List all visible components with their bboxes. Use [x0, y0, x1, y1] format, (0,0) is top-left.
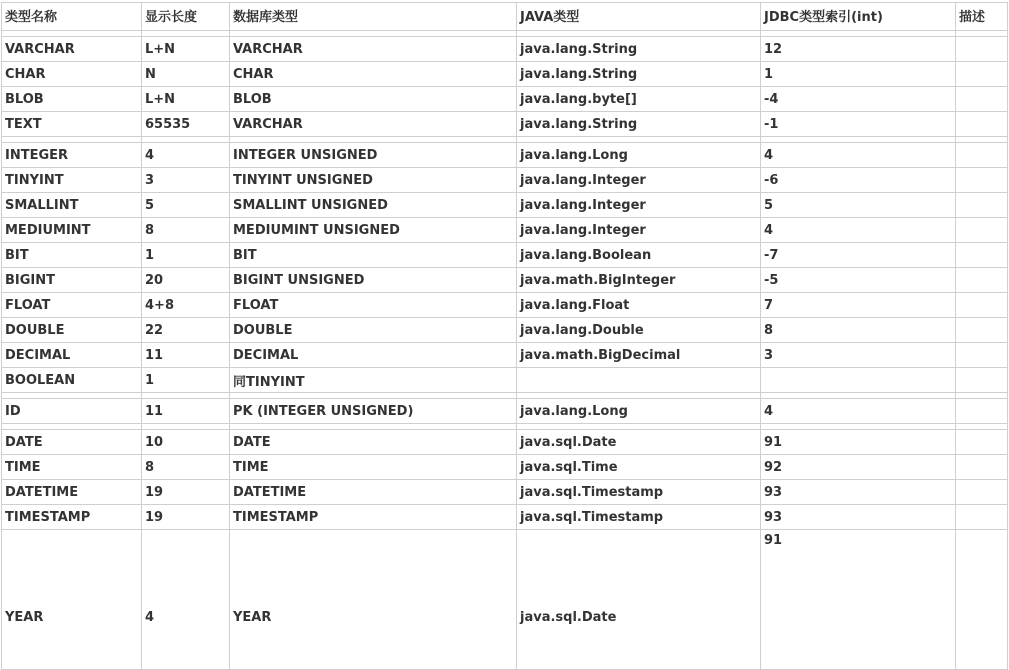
- cell-display-length: 8: [142, 455, 230, 480]
- table-row: [2, 505, 1008, 530]
- cell-java-type: java.lang.Integer: [517, 218, 761, 243]
- cell-jdbc-index: 3: [761, 343, 956, 368]
- cell-display-length: N: [142, 62, 230, 87]
- table-row: [2, 399, 1008, 424]
- cell-db-type: CHAR: [230, 62, 517, 87]
- cell-type-name: CHAR: [2, 62, 142, 87]
- cell-description: [956, 143, 1008, 168]
- cell-db-type: DATE: [230, 430, 517, 455]
- cell-type-name: VARCHAR: [2, 37, 142, 62]
- table-row: [2, 243, 1008, 268]
- cell-description: [956, 168, 1008, 193]
- cell-db-type: VARCHAR: [230, 112, 517, 137]
- table-row: [2, 62, 1008, 87]
- table-row: [2, 343, 1008, 368]
- cell-db-type: INTEGER UNSIGNED: [230, 143, 517, 168]
- cell-description: [956, 318, 1008, 343]
- cell-java-type: java.sql.Date: [517, 430, 761, 455]
- cell-type-name: MEDIUMINT: [2, 218, 142, 243]
- cell-type-name: TEXT: [2, 112, 142, 137]
- cell-jdbc-index: 93: [761, 480, 956, 505]
- cell-jdbc-index: 4: [761, 143, 956, 168]
- table-row: [2, 480, 1008, 505]
- cell-display-length: 8: [142, 218, 230, 243]
- cell-java-type: java.sql.Timestamp: [517, 505, 761, 530]
- table-header-row: [2, 3, 1008, 31]
- cell-type-name: INTEGER: [2, 143, 142, 168]
- header-java-type: JAVA类型: [517, 3, 761, 31]
- cell-description: [956, 243, 1008, 268]
- cell-jdbc-index: 1: [761, 62, 956, 87]
- cell-display-length: 19: [142, 505, 230, 530]
- cell-java-type: java.lang.Long: [517, 399, 761, 424]
- cell-description: [956, 62, 1008, 87]
- cell-jdbc-index: 12: [761, 37, 956, 62]
- table-row: [2, 455, 1008, 480]
- cell-db-type: TINYINT UNSIGNED: [230, 168, 517, 193]
- cell-description: [956, 368, 1008, 393]
- cell-display-length: 4: [142, 143, 230, 168]
- table-row: [2, 143, 1008, 168]
- cell-db-type: BLOB: [230, 87, 517, 112]
- cell-type-name: DATE: [2, 430, 142, 455]
- cell-type-name: BOOLEAN: [2, 368, 142, 393]
- cell-db-type: SMALLINT UNSIGNED: [230, 193, 517, 218]
- cell-jdbc-index: 5: [761, 193, 956, 218]
- cell-display-length: 19: [142, 480, 230, 505]
- header-display-length: 显示长度: [142, 3, 230, 31]
- cell-db-type: YEAR: [230, 530, 517, 670]
- cell-description: [956, 430, 1008, 455]
- table-row: [2, 193, 1008, 218]
- cell-java-type: java.lang.Integer: [517, 168, 761, 193]
- cell-description: [956, 399, 1008, 424]
- table-row: [2, 168, 1008, 193]
- cell-display-length: 4+8: [142, 293, 230, 318]
- cell-db-type: DECIMAL: [230, 343, 517, 368]
- cell-description: [956, 343, 1008, 368]
- cell-jdbc-index: 4: [761, 218, 956, 243]
- cell-display-length: 11: [142, 399, 230, 424]
- cell-db-type: 同TINYINT: [230, 368, 517, 393]
- cell-type-name: TIME: [2, 455, 142, 480]
- cell-db-type: PK (INTEGER UNSIGNED): [230, 399, 517, 424]
- cell-jdbc-index: -6: [761, 168, 956, 193]
- cell-type-name: DECIMAL: [2, 343, 142, 368]
- cell-description: [956, 293, 1008, 318]
- cell-display-length: 4: [142, 530, 230, 670]
- cell-display-length: 1: [142, 243, 230, 268]
- cell-display-length: 11: [142, 343, 230, 368]
- cell-type-name: BLOB: [2, 87, 142, 112]
- cell-java-type: java.sql.Date: [517, 530, 761, 670]
- cell-java-type: java.math.BigInteger: [517, 268, 761, 293]
- header-jdbc-index: JDBC类型索引(int): [761, 3, 956, 31]
- cell-java-type: java.lang.Integer: [517, 193, 761, 218]
- table-body: [2, 31, 1008, 670]
- cell-java-type: [517, 368, 761, 393]
- cell-db-type: BIT: [230, 243, 517, 268]
- cell-description: [956, 455, 1008, 480]
- cell-db-type: BIGINT UNSIGNED: [230, 268, 517, 293]
- cell-jdbc-index: 92: [761, 455, 956, 480]
- cell-java-type: java.lang.String: [517, 112, 761, 137]
- cell-java-type: java.lang.Long: [517, 143, 761, 168]
- cell-jdbc-index: -7: [761, 243, 956, 268]
- cell-java-type: java.math.BigDecimal: [517, 343, 761, 368]
- table-row: [2, 112, 1008, 137]
- cell-jdbc-index: 91: [761, 430, 956, 455]
- cell-display-length: 22: [142, 318, 230, 343]
- cell-jdbc-index: -4: [761, 87, 956, 112]
- cell-jdbc-index: 93: [761, 505, 956, 530]
- cell-db-type: VARCHAR: [230, 37, 517, 62]
- table-row: [2, 268, 1008, 293]
- table-row: [2, 218, 1008, 243]
- cell-jdbc-index: [761, 368, 956, 393]
- cell-java-type: java.lang.String: [517, 62, 761, 87]
- cell-display-length: 3: [142, 168, 230, 193]
- cell-description: [956, 268, 1008, 293]
- cell-type-name: DOUBLE: [2, 318, 142, 343]
- cell-type-name: DATETIME: [2, 480, 142, 505]
- cell-display-length: L+N: [142, 87, 230, 112]
- cell-java-type: java.lang.Float: [517, 293, 761, 318]
- table-row: [2, 318, 1008, 343]
- cell-description: [956, 505, 1008, 530]
- cell-description: [956, 530, 1008, 670]
- cell-jdbc-index: 91: [761, 530, 956, 670]
- cell-db-type: MEDIUMINT UNSIGNED: [230, 218, 517, 243]
- cell-type-name: BIT: [2, 243, 142, 268]
- table-row: [2, 293, 1008, 318]
- cell-db-type: TIME: [230, 455, 517, 480]
- cell-type-name: TIMESTAMP: [2, 505, 142, 530]
- cell-display-length: 65535: [142, 112, 230, 137]
- cell-type-name: TINYINT: [2, 168, 142, 193]
- cell-display-length: 1: [142, 368, 230, 393]
- cell-jdbc-index: 7: [761, 293, 956, 318]
- header-type-name: 类型名称: [2, 3, 142, 31]
- table-row: [2, 37, 1008, 62]
- cell-java-type: java.lang.String: [517, 37, 761, 62]
- cell-jdbc-index: 8: [761, 318, 956, 343]
- cell-db-type: TIMESTAMP: [230, 505, 517, 530]
- type-mapping-table: [1, 2, 1008, 670]
- cell-type-name: SMALLINT: [2, 193, 142, 218]
- cell-db-type: DATETIME: [230, 480, 517, 505]
- header-db-type: 数据库类型: [230, 3, 517, 31]
- cell-display-length: L+N: [142, 37, 230, 62]
- cell-description: [956, 480, 1008, 505]
- table-row: [2, 87, 1008, 112]
- cell-display-length: 20: [142, 268, 230, 293]
- cell-type-name: FLOAT: [2, 293, 142, 318]
- cell-jdbc-index: -5: [761, 268, 956, 293]
- cell-java-type: java.lang.Double: [517, 318, 761, 343]
- cell-description: [956, 37, 1008, 62]
- header-description: 描述: [956, 3, 1008, 31]
- cell-java-type: java.sql.Time: [517, 455, 761, 480]
- table-row: [2, 368, 1008, 393]
- cell-type-name: ID: [2, 399, 142, 424]
- cell-db-type: FLOAT: [230, 293, 517, 318]
- cell-java-type: java.lang.byte[]: [517, 87, 761, 112]
- cell-description: [956, 193, 1008, 218]
- cell-java-type: java.lang.Boolean: [517, 243, 761, 268]
- cell-type-name: BIGINT: [2, 268, 142, 293]
- cell-display-length: 5: [142, 193, 230, 218]
- cell-jdbc-index: 4: [761, 399, 956, 424]
- cell-db-type: DOUBLE: [230, 318, 517, 343]
- table-row: [2, 530, 1008, 670]
- cell-java-type: java.sql.Timestamp: [517, 480, 761, 505]
- cell-display-length: 10: [142, 430, 230, 455]
- cell-type-name: YEAR: [2, 530, 142, 670]
- cell-description: [956, 112, 1008, 137]
- cell-description: [956, 218, 1008, 243]
- cell-description: [956, 87, 1008, 112]
- cell-jdbc-index: -1: [761, 112, 956, 137]
- table-row: [2, 430, 1008, 455]
